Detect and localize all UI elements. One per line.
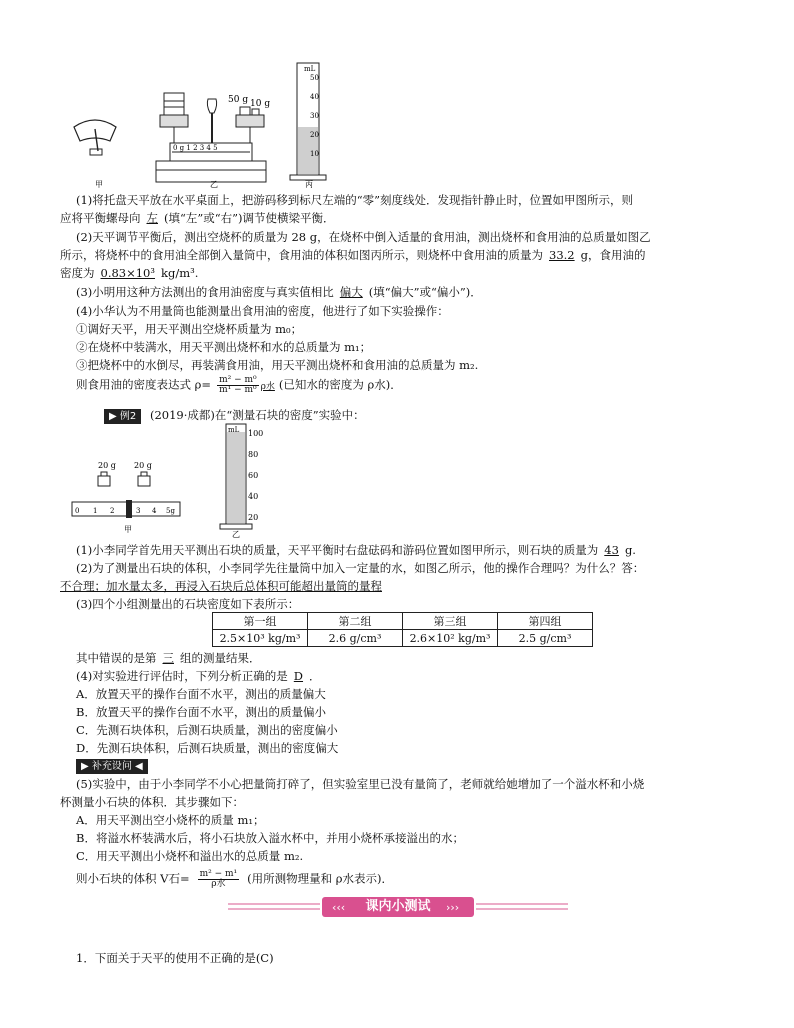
q2-text-c: 密度为 [60, 266, 95, 280]
e1-text-a: (1)小李同学首先用天平测出石块的质量，天平平衡时右盘砝码和游码位置如图甲所示，则石块的质量为 [76, 543, 599, 557]
q3-answer: 偏大 [339, 285, 363, 299]
q1-text-b: (填“左”或“右”)调节使横梁平衡． [164, 211, 335, 225]
q1-line1: (1)将托盘天平放在水平桌面上，把游码移到标尺左端的“零”刻度线处．发现指针静止时，位置如甲图所示，则 [76, 193, 634, 207]
e3-tail [76, 650, 261, 666]
weight-label: 50 g [228, 95, 249, 105]
banner-title: 课内小测试 [365, 899, 431, 914]
e4-option: B．放置天平的操作台面不水平，测出的质量偏小 [76, 705, 326, 719]
svg-text:‹‹‹: ‹‹‹ [332, 901, 346, 914]
fraction-numerator: m² − m¹ [199, 869, 238, 879]
density-results-table [212, 612, 593, 647]
sup-step: C．用天平测出小烧杯和溢出水的总质量 m₂. [76, 849, 304, 863]
weight-label: 10 g [250, 99, 271, 109]
e4-text-a: (4)对实验进行评估时，下列分析正确的是 [76, 669, 288, 683]
q4-expression [76, 376, 402, 395]
q4-step2: ②在烧杯中装满水，用天平测出烧杯和水的总质量为 m₁； [76, 340, 372, 354]
graduated-cylinder-icon [290, 63, 326, 180]
scale-tick: 2 [110, 507, 115, 515]
cylinder-tick: 30 [310, 112, 319, 120]
e1-answer: 43 [604, 543, 619, 557]
sup-line2: 杯测量小石块的体积．其步骤如下： [60, 795, 244, 809]
table-header-row [213, 613, 593, 630]
e1-text-b: g. [624, 543, 636, 557]
weight-label: 20 g [98, 461, 116, 470]
cylinder-tick: 20 [310, 131, 319, 139]
supplement-tag-label: 补充设问 [91, 761, 132, 772]
e4-line [76, 668, 321, 684]
balance-scale-label: 0 g 1 2 3 4 5 [173, 144, 218, 152]
e2-line1: (2)为了测量出石块的体积，小李同学先往量筒中加入一定量的水，如图乙所示，他的操作合理吗？为什么？答： [76, 561, 645, 575]
e3-text-b: 组的测量结果． [180, 651, 261, 665]
supplement-tag: ▶ 补充设问 ◀ [76, 759, 148, 774]
q2-line2 [60, 247, 645, 263]
table-cell: 2.6 g/cm³ [308, 630, 403, 647]
fraction-denominator: ρ水 [211, 879, 226, 889]
figure-label: 丙 [305, 180, 313, 189]
e4-option: D．先测石块体积，后测石块质量，测出的密度偏大 [76, 741, 339, 755]
table-header-cell: 第三组 [403, 613, 498, 630]
q2-text-d: kg/m³. [161, 266, 199, 280]
table-header-cell: 第四组 [498, 613, 593, 630]
cylinder-tick: 100 [248, 429, 264, 438]
cylinder-unit: mL [228, 426, 240, 434]
q3-line [76, 284, 482, 300]
weights-icon [98, 472, 150, 486]
example-source: (2019·成都)在“测量石块的密度”实验中： [150, 408, 365, 422]
e4-option: C．先测石块体积，后测石块质量，测出的密度偏小 [76, 723, 338, 737]
q2-line3 [60, 265, 198, 281]
scale-tick: 0 [75, 507, 80, 515]
cylinder-tick: 40 [248, 492, 259, 501]
scale-tick: 3 [136, 507, 141, 515]
cylinder-tick: 40 [310, 93, 319, 101]
figure-label: 乙 [232, 530, 240, 538]
weight-label: 20 g [134, 461, 152, 470]
q4-expr-tail: (已知水的密度为 ρ水)． [278, 377, 402, 392]
fraction-numerator: m² − m⁰ [219, 375, 257, 385]
example-tag: ▶ 例2 [104, 409, 141, 424]
table-row [213, 630, 593, 647]
sup-step: B．将溢水杯装满水后，将小石块放入溢水杯中，并用小烧杯承接溢出的水； [76, 831, 464, 845]
scale-tick: 4 [152, 507, 157, 515]
figure-rock-row [60, 420, 280, 538]
figure-label: 甲 [124, 525, 132, 534]
q2-text-b: g，食用油的 [580, 248, 646, 262]
e2-line2 [60, 578, 382, 594]
fraction-denominator: m¹ − m⁰ [219, 385, 257, 395]
density-fraction [217, 376, 259, 395]
scale-tick: 1 [93, 507, 98, 515]
table-cell: 2.5 g/cm³ [498, 630, 593, 647]
sup-line1: (5)实验中，由于小李同学不小心把量筒打碎了，但实验室里已没有量筒了，老师就给她增加了一个溢水杯和小烧 [76, 777, 645, 791]
e4-option: A．放置天平的操作台面不水平，测出的质量偏大 [76, 687, 326, 701]
figure-label: 甲 [95, 180, 103, 189]
q2-answer-density: 0.83×10³ [100, 266, 155, 280]
pointer-dial-icon [74, 120, 116, 155]
scale-tick: 5g [166, 507, 175, 515]
q1-text-a: 应将平衡螺母向 [60, 211, 141, 225]
q4-step3: ③把烧杯中的水倒尽，再装满食用油，用天平测出烧杯和食用油的总质量为 m₂. [76, 358, 479, 372]
cylinder-tick: 60 [248, 471, 259, 480]
e4-text-b: ． [309, 669, 321, 683]
e2-answer: 不合理；加水量太多，再浸入石块后总体积可能超出量筒的量程 [60, 579, 382, 593]
cylinder-tick: 10 [310, 150, 319, 158]
sup-expr-text: 则小石块的体积 V石= [76, 871, 190, 886]
cylinder-tick: 20 [248, 513, 259, 522]
q4-intro: (4)小华认为不用量筒也能测量出食用油的密度，他进行了如下实验操作： [76, 304, 449, 318]
sup-step: A．用天平测出空小烧杯的质量 m₁； [76, 813, 265, 827]
q2-answer-mass: 33.2 [549, 248, 575, 262]
q2-text-a: 所示，将烧杯中的食用油全部倒入量筒中，食用油的体积如图丙所示，则烧杯中食用油的质量为 [60, 248, 543, 262]
q3-text-a: (3)小明用这种方法测出的食用油密度与真实值相比 [76, 285, 334, 299]
table-header-cell: 第二组 [308, 613, 403, 630]
sup-expression [76, 870, 393, 889]
q4-expr-text: 则食用油的密度表达式 ρ= [76, 377, 212, 392]
rho-water: ρ水 [260, 381, 275, 392]
e4-answer: D [293, 669, 304, 683]
final-question: 1．下面关于天平的使用不正确的是(C) [76, 951, 274, 965]
example-tag-label: 例2 [119, 411, 137, 422]
e3-text-a: 其中错误的是第 [76, 651, 157, 665]
q1-line2 [60, 210, 335, 226]
rider-scale-icon [72, 500, 180, 518]
section-banner [228, 896, 568, 918]
cylinder-tick: 80 [248, 450, 259, 459]
q1-answer: 左 [146, 211, 158, 225]
cylinder-unit: mL [304, 65, 316, 73]
q4-step1: ①调好天平，用天平测出空烧杯质量为 m₀； [76, 322, 303, 336]
cylinder-tick: 50 [310, 74, 319, 82]
svg-text:›››: ››› [446, 901, 460, 914]
figure-balance-row [60, 55, 360, 190]
sup-expr-tail: (用所测物理量和 ρ水表示)． [247, 871, 394, 886]
e1-line [76, 542, 636, 558]
e3-answer: 三 [162, 651, 174, 665]
e3-intro: (3)四个小组测量出的石块密度如下表所示： [76, 597, 300, 611]
volume-fraction [198, 870, 240, 889]
table-cell: 2.6×10² kg/m³ [403, 630, 498, 647]
table-header-cell: 第一组 [213, 613, 308, 630]
table-cell: 2.5×10³ kg/m³ [213, 630, 308, 647]
q2-line1: (2)天平调节平衡后，测出空烧杯的质量为 28 g，在烧杯中倒入适量的食用油，测出烧杯和食用油的总质量如图乙 [76, 230, 651, 244]
figure-label: 乙 [210, 180, 218, 189]
q3-text-b: (填“偏大”或“偏小”)． [368, 285, 482, 299]
